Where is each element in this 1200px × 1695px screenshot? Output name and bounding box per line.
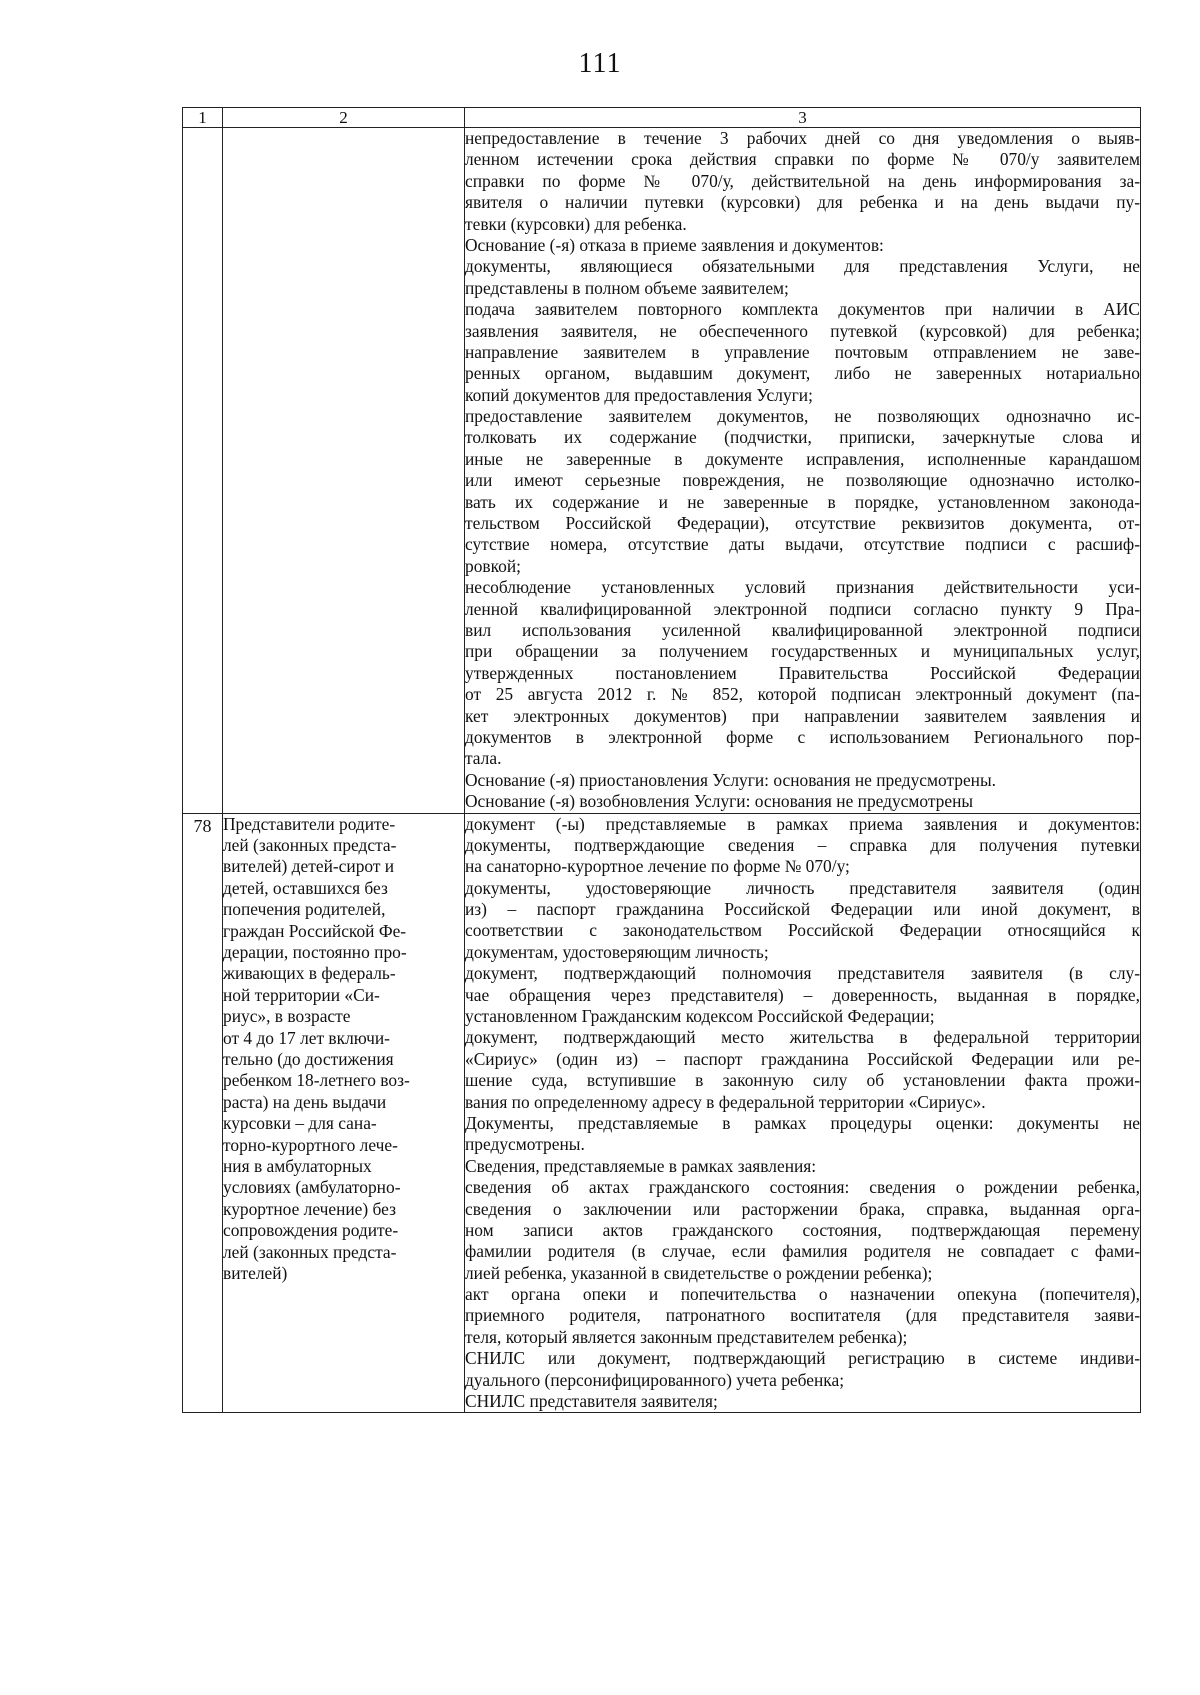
content-line: тала.	[465, 748, 502, 769]
content-line: тельством Российской Федерации), отсутствие реквизитов документа, от-	[465, 513, 1140, 534]
content-line: сведения о заключении или расторжении брака, справка, выданная орга-	[465, 1198, 1140, 1219]
content-line: иные не заверенные в документе исправления, исполненные карандашом	[465, 448, 1140, 469]
content-line: непредоставление в течение 3 рабочих дней со дня уведомления о выяв-	[465, 128, 1140, 148]
content-line: вил использования усиленной квалифицированной электронной подписи	[465, 619, 1140, 640]
content-line: копий документов для предоставления Услуги;	[465, 384, 813, 405]
content-line: документы, подтверждающие сведения – справка для получения путевки	[465, 834, 1140, 855]
content-line: от 25 августа 2012 г. № 852, которой подписан электронный документ (па-	[465, 684, 1140, 705]
content-line: справки по форме № 070/у, действительной на день информирования за-	[465, 170, 1140, 191]
table-row	[183, 813, 1141, 1413]
content-line: ном записи актов гражданского состояния, подтверждающая перемену	[465, 1219, 1140, 1240]
content-line: при обращении за получением государственных и муниципальных услуг,	[465, 641, 1140, 662]
table-header-row	[183, 108, 1141, 128]
content-line: СНИЛС или документ, подтверждающий регистрацию в системе индиви-	[465, 1348, 1140, 1369]
content-line: Основание (-я) отказа в приеме заявления и документов:	[465, 234, 884, 255]
content-line: несоблюдение установленных условий признания действительности уси-	[465, 577, 1140, 598]
content-line: из) – паспорт гражданина Российской Федерации или иной документ, в	[465, 899, 1140, 920]
document-table	[182, 107, 1141, 1413]
content-line: или имеют серьезные повреждения, не позволяющие однозначно истолко-	[465, 470, 1140, 491]
content-line: документы, удостоверяющие личность представителя заявителя (один	[465, 877, 1140, 898]
content-line: кет электронных документов) при направлении заявителем заявления и	[465, 705, 1140, 726]
column-header-3: 3	[465, 108, 1141, 128]
content-line: шение суда, вступившие в законную силу об установлении факта прожи-	[465, 1070, 1140, 1091]
content-line: акт органа опеки и попечительства о назначении опекуна (попечителя),	[465, 1284, 1140, 1305]
content-line: чае обращения через представителя) – доверенность, выданная в порядке,	[465, 984, 1140, 1005]
content-line: дуального (персонифицированного) учета ребенка;	[465, 1369, 845, 1390]
content-line: подача заявителем повторного комплекта документов при наличии в АИС	[465, 299, 1140, 320]
content-line: документ, подтверждающий полномочия представителя заявителя (в слу-	[465, 963, 1140, 984]
content-line: документов в электронной форме с использованием Регионального пор-	[465, 726, 1140, 747]
content-line: заявления заявителя, не обеспеченного путевкой (курсовкой) для ребенка;	[465, 320, 1140, 341]
content-line: документы, являющиеся обязательными для представления Услуги, не	[465, 256, 1140, 277]
content-line: Основание (-я) возобновления Услуги: основания не предусмотрены	[465, 791, 974, 812]
content-line: лией ребенка, указанной в свидетельстве о рождении ребенка);	[465, 1262, 933, 1283]
content-line: ленной квалифицированной электронной подписи согласно пункту 9 Пра-	[465, 598, 1140, 619]
content-line: сведения об актах гражданского состояния: сведения о рождении ребенка,	[465, 1177, 1140, 1198]
content-line: документ, подтверждающий место жительства в федеральной территории	[465, 1027, 1140, 1048]
page-number: 111	[578, 48, 622, 79]
content-line: документам, удостоверяющим личность;	[465, 941, 769, 962]
content-line: толковать их содержание (подчистки, приписки, зачеркнутые слова и	[465, 427, 1140, 448]
row-number: 78	[183, 813, 223, 1413]
content-line: направление заявителем в управление почтовым отправлением не заве-	[465, 341, 1140, 362]
column-header-1: 1	[183, 108, 223, 128]
content-line: тевки (курсовки) для ребенка.	[465, 213, 687, 234]
column-header-2: 2	[223, 108, 465, 128]
content-line: СНИЛС представителя заявителя;	[465, 1391, 718, 1412]
row-content	[465, 128, 1141, 814]
content-line: предусмотрены.	[465, 1134, 585, 1155]
content-line: документ (-ы) представляемые в рамках приема заявления и документов:	[465, 813, 1140, 834]
content-line: Основание (-я) приостановления Услуги: основания не предусмотрены.	[465, 769, 997, 790]
content-line: Документы, представляемые в рамках процедуры оценки: документы не	[465, 1112, 1140, 1133]
content-line: ровкой;	[465, 555, 522, 576]
content-line: ленном истечении срока действия справки по форме № 070/у заявителем	[465, 149, 1140, 170]
content-line: соответствии с законодательством Российской Федерации относящийся к	[465, 920, 1140, 941]
content-line: предоставление заявителем документов, не позволяющих однозначно ис-	[465, 406, 1140, 427]
row-description	[223, 128, 465, 814]
content-line: Сведения, представляемые в рамках заявления:	[465, 1155, 817, 1176]
content-line: вать их содержание и не заверенные в порядке, установленном законода-	[465, 491, 1140, 512]
content-line: на санаторно-курортное лечение по форме № 070/у;	[465, 856, 850, 877]
content-line: явителя о наличии путевки (курсовки) для ребенка и на день выдачи пу-	[465, 192, 1140, 213]
content-line: сутствие номера, отсутствие даты выдачи, отсутствие подписи с расшиф-	[465, 534, 1140, 555]
content-line: фамилии родителя (в случае, если фамилия родителя не совпадает с фами-	[465, 1241, 1140, 1262]
content-line: представлены в полном объеме заявителем;	[465, 277, 789, 298]
content-line: приемного родителя, патронатного воспитателя (для представителя заяви-	[465, 1305, 1140, 1326]
content-line: «Сириус» (один из) – паспорт гражданина Российской Федерации или ре-	[465, 1048, 1140, 1069]
content-line: установленном Гражданским кодексом Российской Федерации;	[465, 1006, 935, 1027]
content-line: утвержденных постановлением Правительства Российской Федерации	[465, 662, 1140, 683]
row-number	[183, 128, 223, 814]
description-text: Представители родите- лей (законных предста- вителей) детей-сирот и детей, оставшихся без попечения родителей, граждан Российской Фе- дерации, постоянно про- живающих в федераль- ной территории «Си- риус», в возрасте от 4 до 17 лет включи- тельно (до достижения ребенком 18-летнего воз- раста) на день выдачи курсовки – для сана- торно-курортного лече- ния в амбулаторных условиях (амбулаторно- курортное лечение) без сопровождения родите- лей (законных предста- вителей)	[223, 813, 410, 1284]
row-description	[223, 813, 465, 1413]
content-line: вания по определенному адресу в федеральной территории «Сириус».	[465, 1091, 986, 1112]
table-row	[183, 128, 1141, 814]
content-line: теля, который является законным представителем ребенка);	[465, 1326, 908, 1347]
content-line: ренных органом, выдавшим документ, либо не заверенных нотариально	[465, 363, 1140, 384]
row-content	[465, 813, 1141, 1413]
